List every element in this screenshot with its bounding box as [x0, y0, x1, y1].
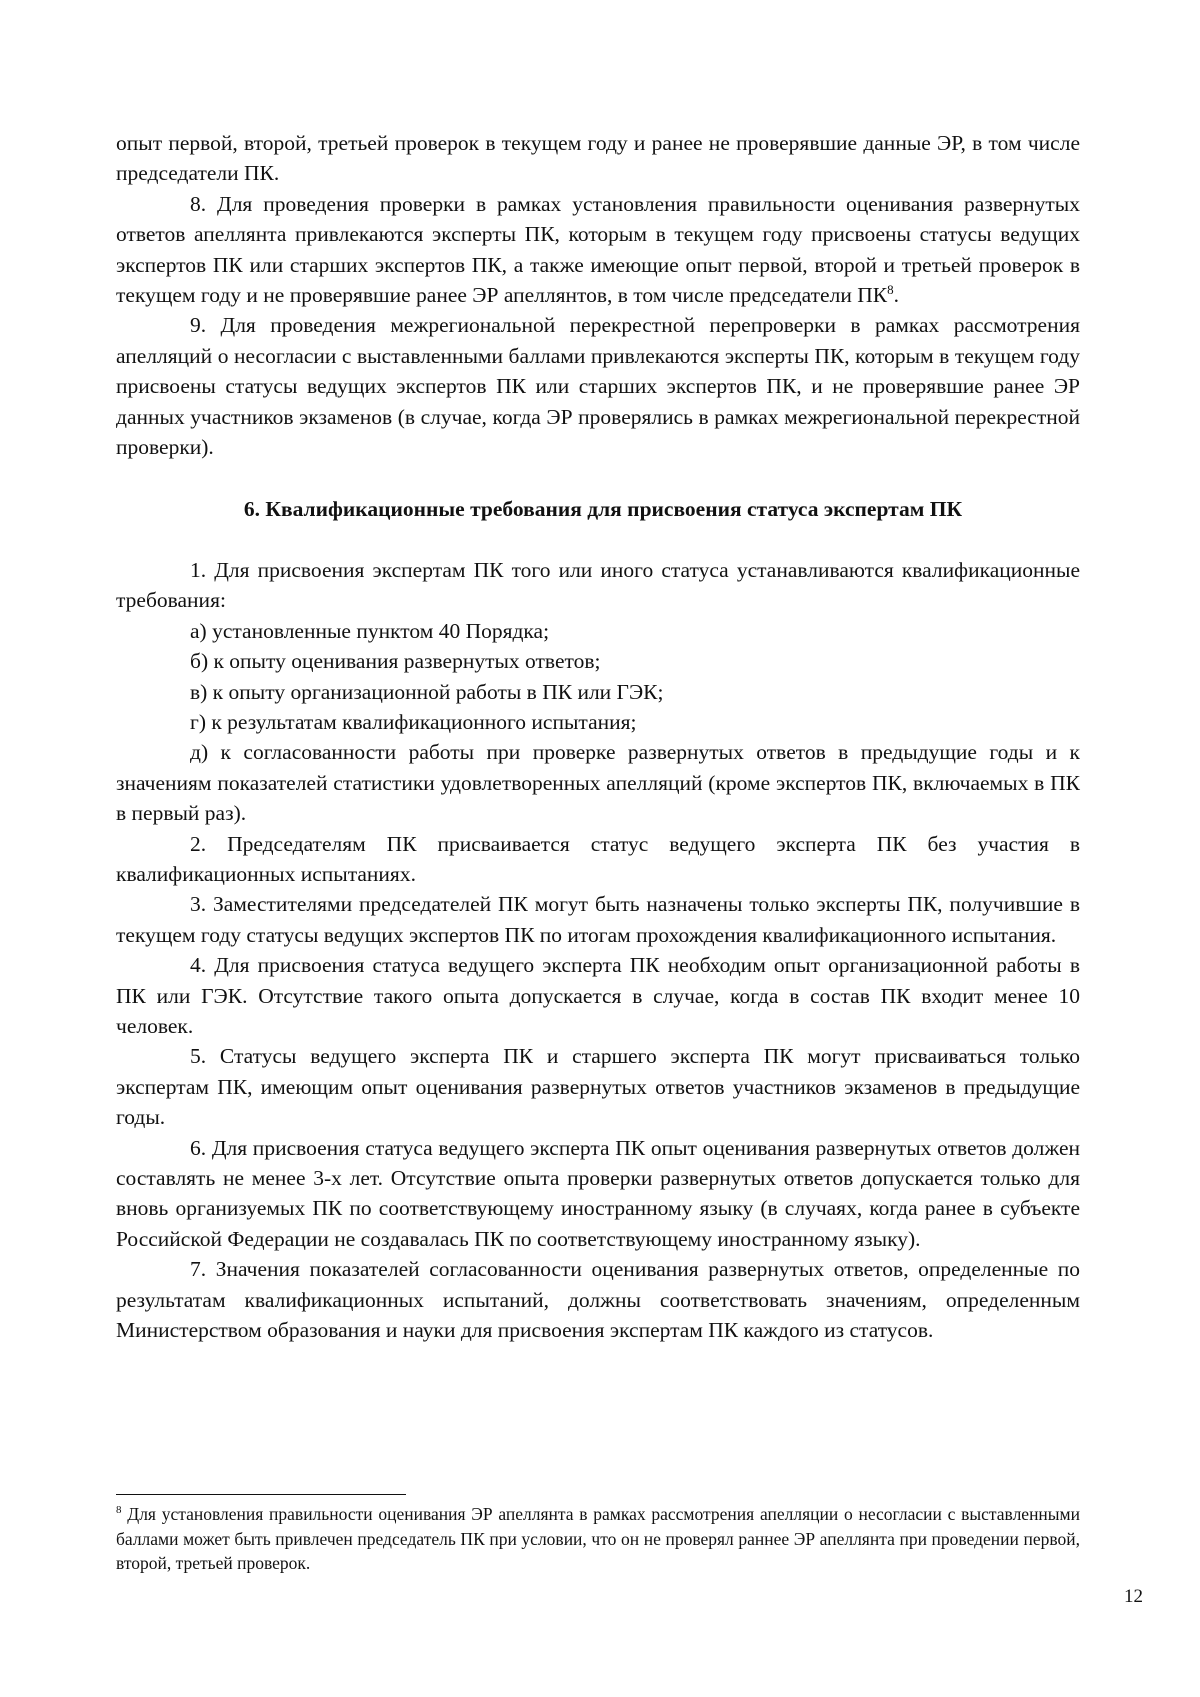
list-item-g: г) к результатам квалификационного испытания;	[190, 709, 637, 734]
paragraph-item-8-text: 8. Для проведения проверки в рамках установления правильности оценивания развернутых ответов апеллянта привлекаются эксперты ПК, которым в текущем году присвоены статусы ведущих экспертов ПК или старших экспертов ПК, а также имеющие опыт первой, второй и третьей проверок в текущем году и не проверявшие ранее ЭР апеллянтов, в том числе председатели ПК	[116, 191, 1080, 308]
section-heading: 6. Квалификационные требования для присвоения статуса экспертам ПК	[243, 497, 963, 522]
paragraph-item-8	[116, 189, 1080, 311]
footnote-mark: 8	[116, 1504, 122, 1516]
paragraph-item-7: 7. Значения показателей согласованности оценивания развернутых ответов, определенные по результатам квалификационных испытаний, должны соответствовать значениям, определенным Министерством образования и науки для присвоения экспертам ПК каждого из статусов.	[116, 1257, 1080, 1343]
list-item-a: а) установленные пунктом 40 Порядка;	[190, 618, 550, 643]
footnote-divider	[116, 1494, 406, 1495]
paragraph-item-5: 5. Статусы ведущего эксперта ПК и старшего эксперта ПК могут присваиваться только экспертам ПК, имеющим опыт оценивания развернутых ответов участников экзаменов в предыдущие годы.	[116, 1044, 1080, 1130]
paragraph-item-3: 3. Заместителями председателей ПК могут быть назначены только эксперты ПК, получившие в текущем году статусы ведущих экспертов ПК по итогам прохождения квалификационного испытания.	[116, 892, 1080, 947]
paragraph-item-4: 4. Для присвоения статуса ведущего эксперта ПК необходим опыт организационной работы в ПК или ГЭК. Отсутствие такого опыта допускается в случае, когда в состав ПК входит менее 10 человек.	[116, 953, 1080, 1038]
document-body	[116, 128, 1080, 1345]
paragraph-item-6: 6. Для присвоения статуса ведущего эксперта ПК опыт оценивания развернутых ответов должен составлять не менее 3-х лет. Отсутствие опыта проверки развернутых ответов допускается только для вновь организуемых ПК по соответствующему иностранному языку (в случаях, когда ранее в субъекте Российской Федерации не создавалась ПК по соответствующему иностранному языку).	[116, 1135, 1080, 1251]
paragraph-item-1: 1. Для присвоения экспертам ПК того или иного статуса устанавливаются квалификационные требования:	[116, 557, 1080, 613]
list-item-v: в) к опыту организационной работы в ПК или ГЭК;	[190, 679, 664, 704]
footnote-text: Для установления правильности оценивания ЭР апеллянта в рамках рассмотрения апелляции о несогласии с выставленными баллами может быть привлечен председатель ПК при условии, что он не проверял раннее ЭР апеллянта при проведении первой, второй, третьей проверок.	[116, 1504, 1080, 1573]
page-number: 12	[1124, 1586, 1143, 1607]
paragraph-item-8-end: .	[893, 283, 899, 308]
list-item-d: д) к согласованности работы при проверке развернутых ответов в предыдущие годы и к значениям показателей статистики удовлетворенных апелляций (кроме экспертов ПК, включаемых в ПК в первый раз).	[116, 740, 1080, 826]
paragraph-continuation: опыт первой, второй, третьей проверок в текущем году и ранее не проверявшие данные ЭР, в том числе председатели ПК.	[116, 131, 1080, 186]
paragraph-item-2: 2. Председателям ПК присваивается статус ведущего эксперта ПК без участия в квалификационных испытаниях.	[116, 831, 1080, 886]
paragraph-item-9: 9. Для проведения межрегиональной перекрестной перепроверки в рамках рассмотрения апелляций о несогласии с выставленными баллами привлекаются эксперты ПК, которым в текущем году присвоены статусы ведущих экспертов ПК или старших экспертов ПК, и не проверявшие ранее ЭР данных участников экзаменов (в случае, когда ЭР проверялись в рамках межрегиональной перекрестной проверки).	[116, 313, 1080, 460]
footnote	[116, 1502, 1080, 1576]
list-item-b: б) к опыту оценивания развернутых ответов;	[190, 649, 601, 674]
footnote-reference: 8	[887, 282, 894, 298]
